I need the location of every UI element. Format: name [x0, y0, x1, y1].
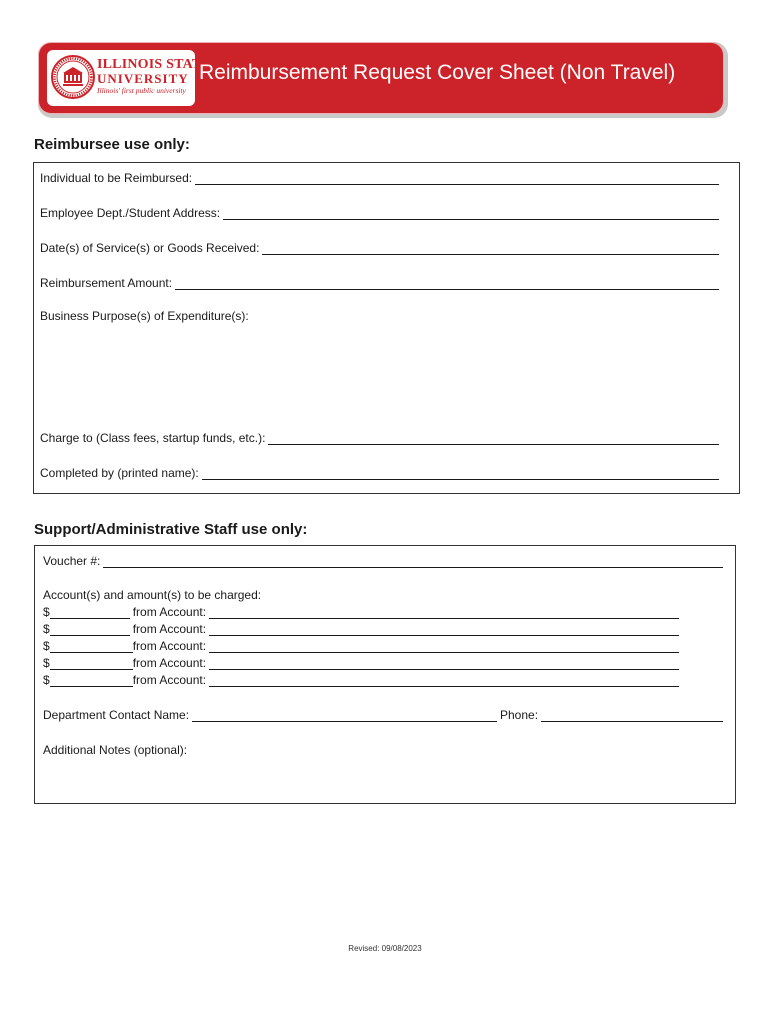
amount-field[interactable] [40, 276, 719, 290]
header-banner [38, 42, 724, 114]
staff-heading: Support/Administrative Staff use only: [34, 521, 308, 538]
amount-blank[interactable] [50, 675, 133, 687]
amount-line[interactable] [175, 278, 719, 290]
phone-label: Phone: [500, 708, 539, 722]
dept-address-field[interactable] [40, 206, 719, 220]
accounts-heading [43, 588, 264, 602]
contact-name-label: Department Contact Name: [43, 708, 190, 722]
reimbursee-heading: Reimbursee use only: [34, 136, 190, 153]
amount-blank[interactable] [50, 607, 130, 619]
amount-label: Reimbursement Amount: [40, 276, 173, 290]
page-title: Reimbursement Request Cover Sheet (Non Travel) [199, 61, 676, 84]
dept-address-label: Employee Dept./Student Address: [40, 206, 221, 220]
currency-symbol: $ [43, 656, 50, 670]
account-row[interactable] [43, 656, 679, 670]
phone-field[interactable] [500, 708, 723, 722]
amount-blank[interactable] [50, 641, 133, 653]
individual-label: Individual to be Reimbursed: [40, 171, 193, 185]
completed-by-field[interactable] [40, 466, 719, 480]
from-account-label: from Account: [132, 622, 207, 636]
charge-to-line[interactable] [268, 433, 719, 445]
logo-tagline: Illinois' first public university [97, 86, 186, 95]
completed-by-line[interactable] [202, 468, 719, 480]
revised-date: Revised: 09/08/2023 [348, 944, 422, 953]
notes-field[interactable] [43, 743, 190, 757]
account-row[interactable] [43, 673, 679, 687]
logo-line-1: ILLINOIS STATE [97, 57, 211, 72]
accounts-label: Account(s) and amount(s) to be charged: [43, 588, 262, 602]
account-blank[interactable] [209, 624, 679, 636]
individual-field[interactable] [40, 171, 719, 185]
reimbursee-box [33, 162, 740, 494]
currency-symbol: $ [43, 673, 50, 687]
phone-line[interactable] [541, 710, 723, 722]
staff-box [34, 545, 736, 804]
amount-blank[interactable] [50, 658, 133, 670]
account-blank[interactable] [209, 658, 679, 670]
voucher-line[interactable] [103, 556, 723, 568]
dept-address-line[interactable] [223, 208, 719, 220]
completed-by-label: Completed by (printed name): [40, 466, 199, 480]
account-row[interactable] [43, 639, 679, 653]
individual-line[interactable] [195, 173, 719, 185]
from-account-label: from Account: [132, 605, 207, 619]
account-blank[interactable] [209, 641, 679, 653]
from-account-label: from Account: [132, 639, 207, 653]
university-seal-icon [51, 55, 95, 99]
account-row[interactable] [43, 622, 679, 636]
amount-blank[interactable] [50, 624, 130, 636]
currency-symbol: $ [43, 622, 50, 636]
business-purpose-field[interactable] [40, 309, 252, 323]
voucher-field[interactable] [43, 554, 723, 568]
logo-line-2: UNIVERSITY [97, 71, 189, 86]
dates-field[interactable] [40, 241, 719, 255]
voucher-label: Voucher #: [43, 554, 101, 568]
dates-line[interactable] [262, 243, 719, 255]
charge-to-label: Charge to (Class fees, startup funds, etc.): [40, 431, 266, 445]
account-blank[interactable] [209, 607, 679, 619]
from-account-label: from Account: [132, 673, 207, 687]
university-logo [47, 50, 211, 106]
business-purpose-label: Business Purpose(s) of Expenditure(s): [40, 309, 249, 323]
from-account-label: from Account: [132, 656, 207, 670]
dates-label: Date(s) of Service(s) or Goods Received: [40, 241, 260, 255]
contact-name-line[interactable] [192, 710, 497, 722]
account-row[interactable] [43, 605, 679, 619]
header-shadow [38, 42, 728, 118]
contact-name-field[interactable] [43, 708, 497, 722]
currency-symbol: $ [43, 639, 50, 653]
account-blank[interactable] [209, 675, 679, 687]
currency-symbol: $ [43, 605, 50, 619]
notes-label: Additional Notes (optional): [43, 743, 188, 757]
charge-to-field[interactable] [40, 431, 719, 445]
logo-wordmark [97, 58, 211, 96]
